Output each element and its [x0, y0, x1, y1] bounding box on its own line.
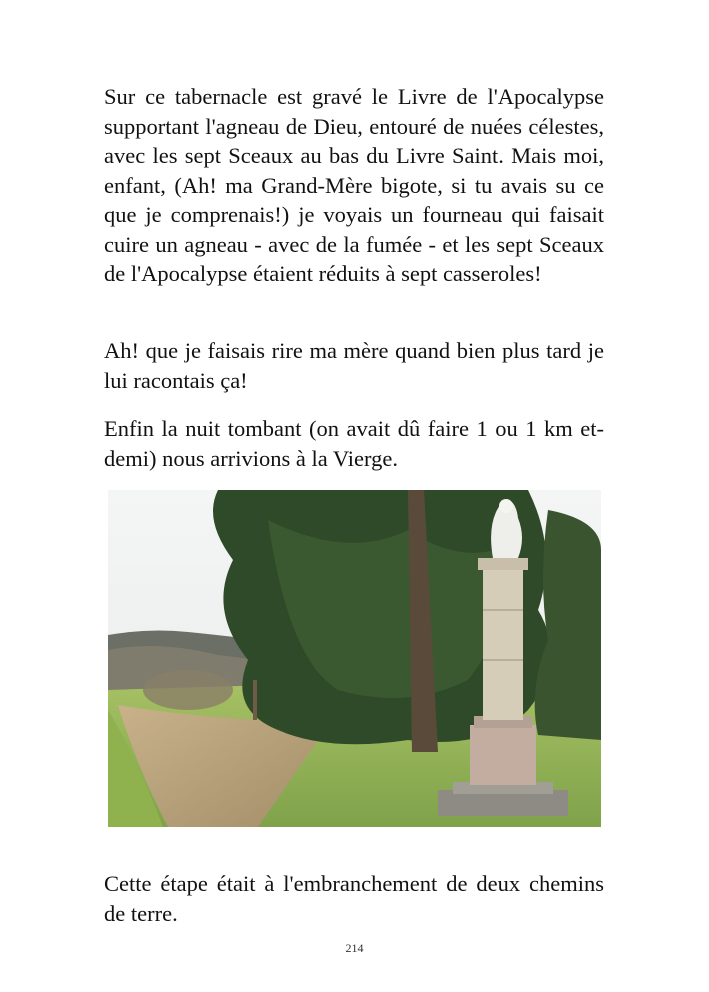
column-shaft — [483, 565, 523, 720]
photo-virgin-column — [108, 490, 601, 827]
paragraph-laugh: Ah! que je faisais rire ma mère quand bien plus tard je lui racontais ça! — [104, 338, 604, 393]
paragraph-nightfall: Enfin la nuit tombant (on avait dû faire 1 ou 1 km et-demi) nous arrivions à la Vierge. — [104, 416, 604, 471]
column-pedestal — [470, 725, 536, 785]
photo-illustration — [108, 490, 601, 827]
paragraph-crossroads: Cette étape était à l'embranchement de deux chemins de terre. — [104, 871, 604, 926]
bush — [143, 670, 233, 710]
column-capital — [478, 558, 528, 570]
statue-head — [499, 499, 513, 513]
page-number: 214 — [345, 941, 364, 955]
paragraph-tabernacle: Sur ce tabernacle est gravé le Livre de l'Apocalypse supportant l'agneau de Dieu, entouré de nuées célestes, avec les sept Sceaux au bas du Livre Saint. Mais moi, enfant, (Ah! ma Grand-Mère bigote, si tu avais su ce que je comprenais!) je voyais un fourneau qui faisait cuire un agneau - avec de la fumée - et les sept Sceaux de l'Apocalypse étaient réduits à sept casseroles! — [104, 84, 604, 286]
fence-post — [253, 680, 257, 720]
